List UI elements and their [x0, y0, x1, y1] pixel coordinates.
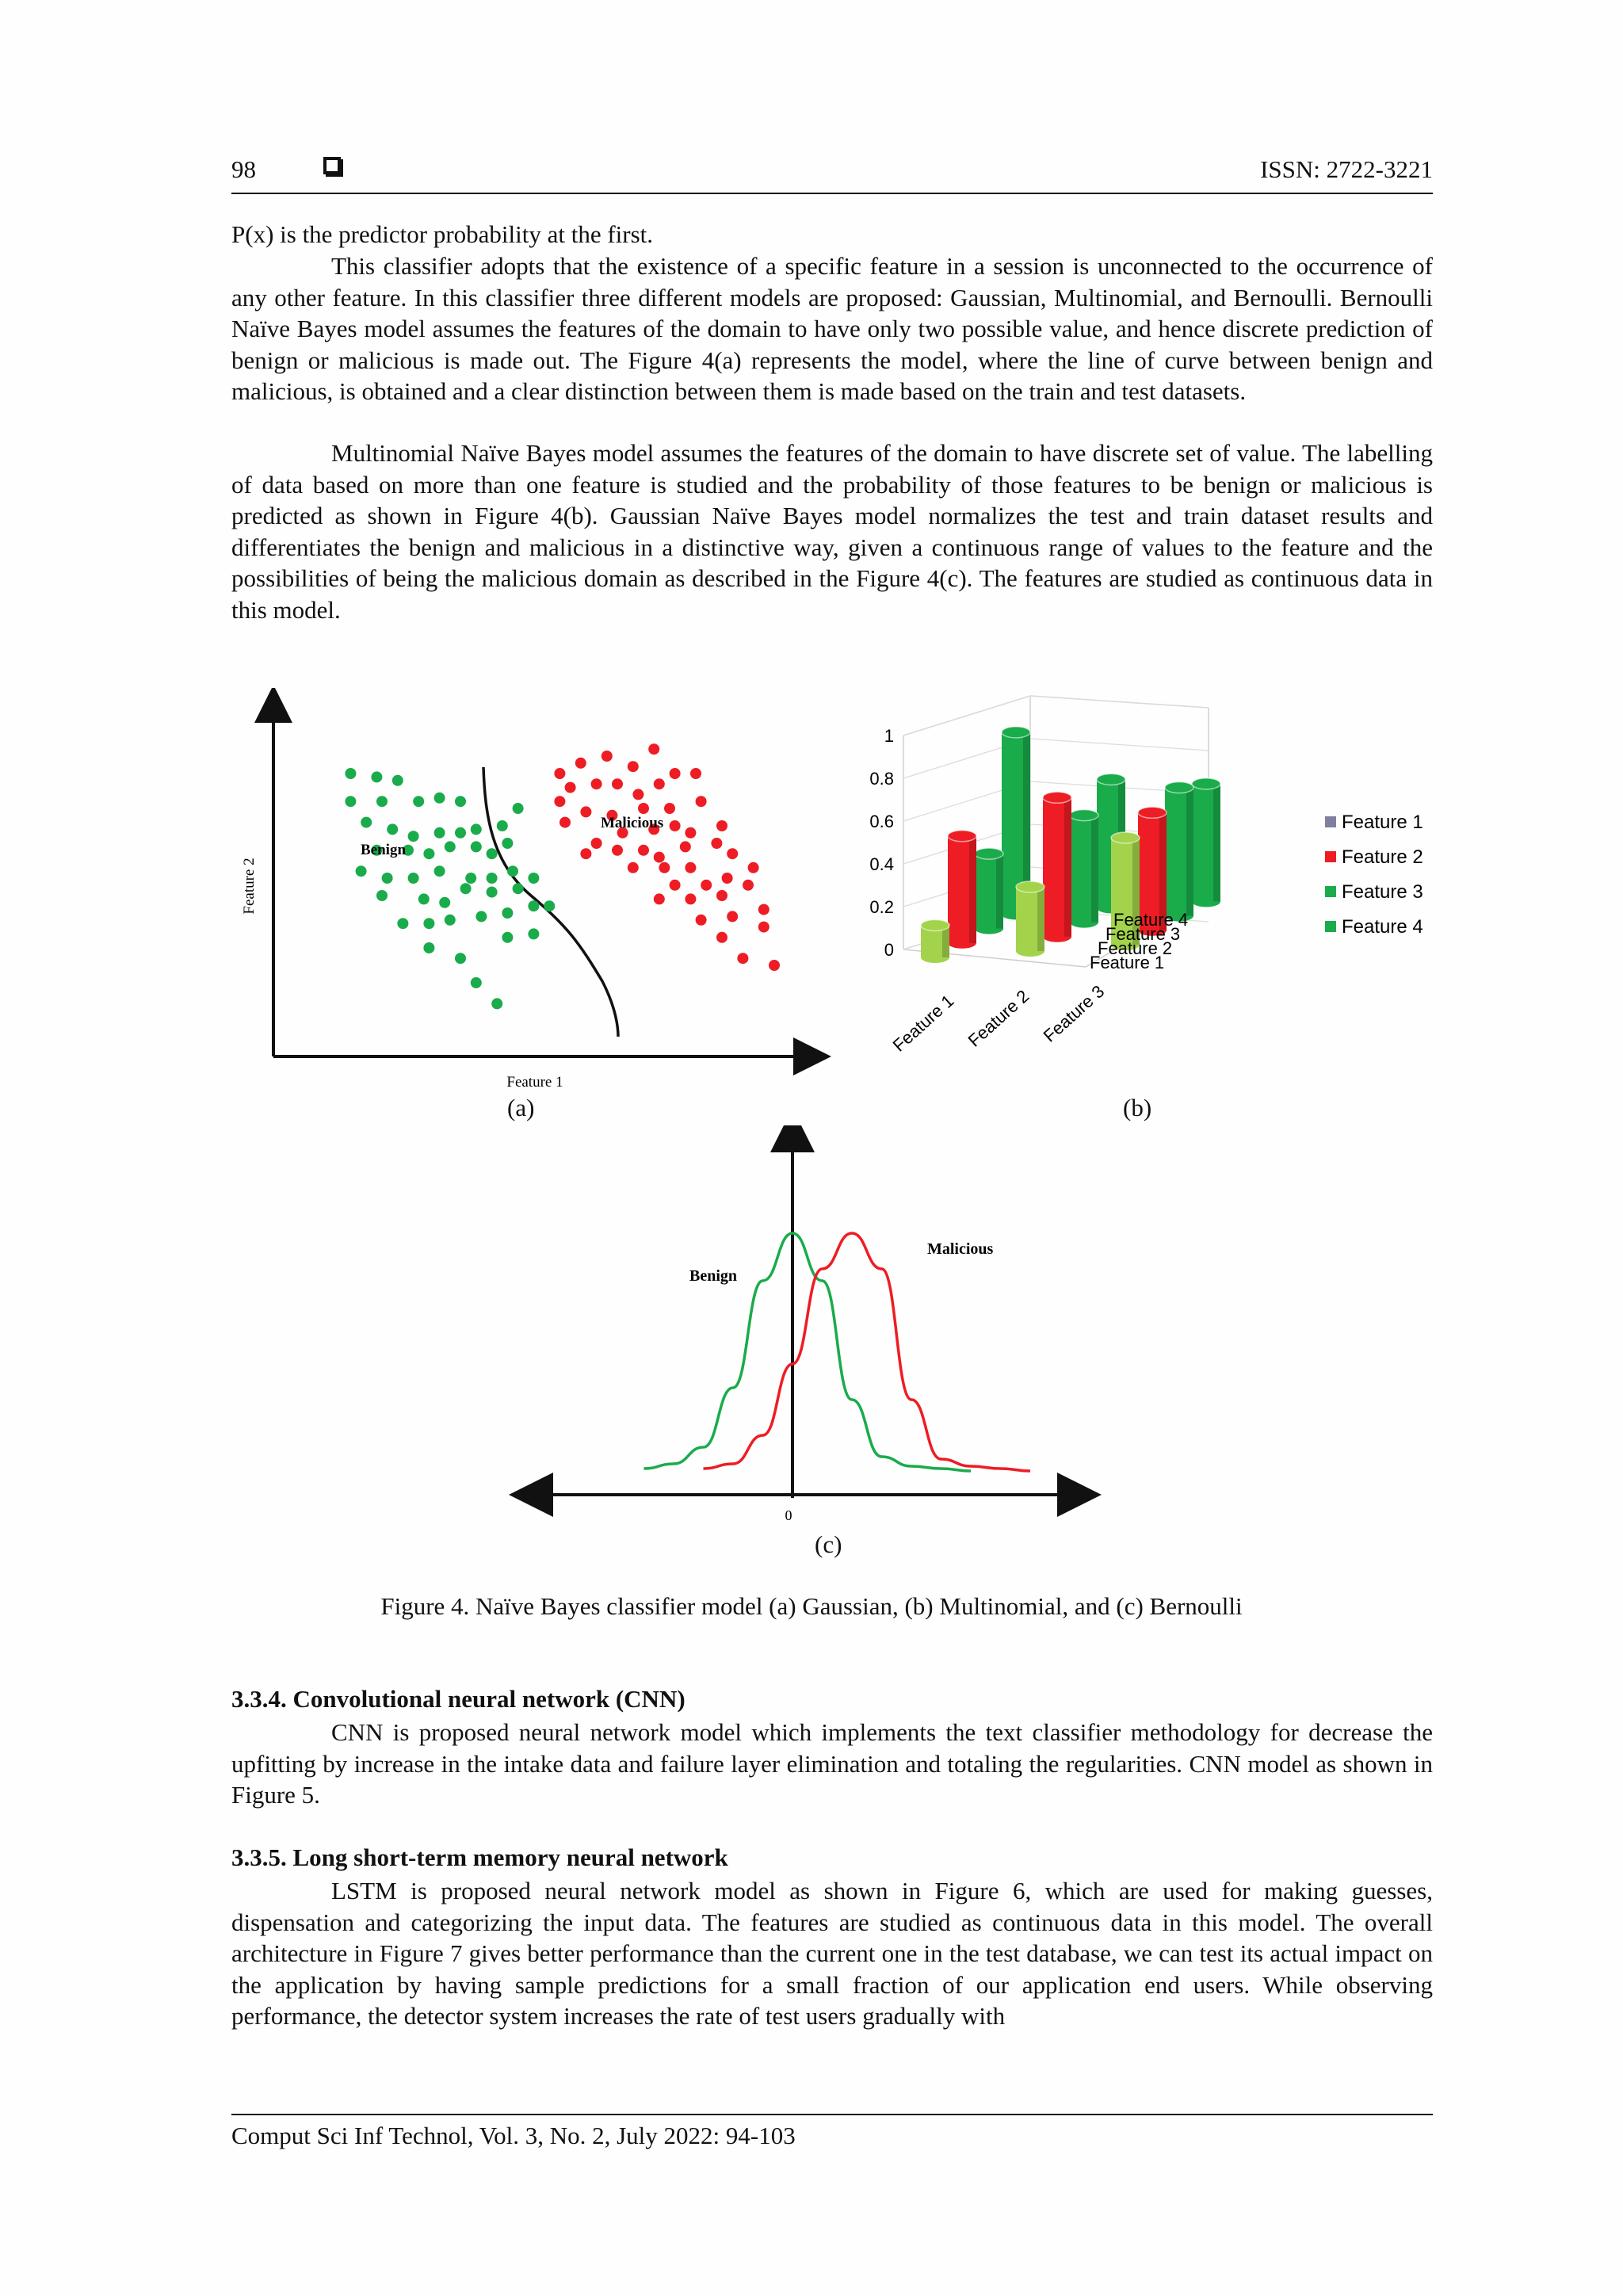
- figure-caption: Figure 4. Naïve Bayes classifier model (a) Gaussian, (b) Multinomial, and (c) Bernoulli: [380, 1592, 1243, 1620]
- y-tick-label: 0.2: [869, 897, 894, 917]
- paragraph-3: Multinomial Naïve Bayes model assumes the features of the domain to have discrete set of value. The labelling of data based on more than one feature is studied and the probability of those features to be benign or malicious is predicted as shown in Figure 4(b). Gaussian Naïve Bayes model normalizes the test and train dataset results and differentiates the benign and malicious in a distinctive way, given a continuous range of values to the feature and the possibilities of being the malicious domain as described in the Figure 4(c). The features are studied as continuous data in this model.: [231, 439, 1433, 624]
- malicious-point: [680, 841, 691, 852]
- section-heading-3-3-5: 3.3.5. Long short-term memory neural network: [231, 1843, 728, 1871]
- malicious-point: [659, 862, 670, 873]
- benign-point: [475, 911, 487, 922]
- malicious-label: Malicious: [601, 815, 664, 831]
- x-origin-tick: 0: [785, 1507, 792, 1523]
- malicious-point: [565, 782, 576, 793]
- benign-point: [397, 918, 408, 929]
- y-tick-label: 0: [884, 940, 894, 960]
- benign-point: [491, 998, 502, 1009]
- figure-4b-3d-bar: [856, 688, 1442, 1076]
- malicious-point: [554, 796, 565, 807]
- page-number: 98: [231, 155, 256, 183]
- figure-4a-scatter: [230, 688, 832, 1100]
- benign-point: [434, 865, 445, 877]
- bar-feature-3: [1070, 810, 1098, 928]
- benign-point: [445, 915, 456, 926]
- malicious-point: [690, 768, 701, 779]
- figure-label-c: (c): [815, 1530, 842, 1558]
- malicious-point: [554, 768, 565, 779]
- y-tick-label: 0.8: [869, 769, 894, 789]
- benign-point: [345, 796, 356, 807]
- malicious-point: [648, 743, 659, 755]
- benign-point: [528, 873, 539, 884]
- malicious-point: [580, 848, 591, 859]
- benign-point: [544, 900, 555, 911]
- benign-point: [502, 838, 513, 849]
- malicious-point: [591, 778, 602, 789]
- malicious-point: [601, 751, 613, 762]
- benign-point: [465, 873, 476, 884]
- paragraph-5: LSTM is proposed neural network model as shown in Figure 6, which are used for making guesses, dispensation and categorizing the input data. The features are studied as continuous data in this model. The overall architecture in Figure 7 gives better performance than the current one in the test database, we can test its actual impact on the application by having sample predictions for a small fraction of our application end users. While observing performance, the detector system increases the rate of test users gradually with: [231, 1877, 1433, 2030]
- benign-point: [502, 932, 513, 943]
- benign-point: [387, 823, 398, 835]
- malicious-point: [727, 848, 738, 859]
- malicious-point: [654, 893, 665, 904]
- malicious-point: [727, 911, 738, 922]
- benign-point: [376, 890, 388, 901]
- malicious-point: [654, 778, 665, 789]
- malicious-point: [628, 862, 639, 873]
- benign-point: [434, 793, 445, 804]
- benign-point: [408, 831, 419, 842]
- malicious-point: [737, 953, 748, 964]
- malicious-point: [685, 893, 696, 904]
- malicious-point: [638, 845, 649, 856]
- depth-axis-label: Feature 2: [1098, 938, 1173, 958]
- benign-point: [487, 848, 498, 859]
- benign-point: [439, 897, 450, 908]
- malicious-point: [664, 803, 675, 814]
- benign-point: [513, 883, 524, 894]
- malicious-point: [638, 803, 649, 814]
- benign-point: [371, 771, 382, 782]
- benign-point: [408, 873, 419, 884]
- benign-label: Benign: [361, 842, 407, 858]
- depth-axis-label: Feature 1: [1090, 953, 1165, 972]
- benign-label: Benign: [689, 1267, 738, 1285]
- paragraph-2: This classifier adopts that the existence of a specific feature in a session is unconnected to the occurrence of any other feature. In this classifier three different models are proposed: Gaussian, Multinomial, and Bernoulli. Bernoulli Naïve Bayes model assumes the features of the domain to have only two possible value, and hence discrete prediction of benign or malicious is made out. The Figure 4(a) represents the model, where the line of curve between benign and malicious, is obtained and a clear distinction between them is made based on the train and test datasets.: [231, 252, 1433, 405]
- bar-feature-3: [975, 848, 1003, 934]
- figure-label-b: (b): [1123, 1094, 1152, 1121]
- benign-point: [376, 796, 388, 807]
- svg-text:Feature 2: Feature 2: [1342, 846, 1423, 868]
- benign-point: [455, 827, 466, 839]
- bar-feature-4: [1192, 778, 1220, 907]
- malicious-point: [748, 862, 759, 873]
- malicious-point: [670, 820, 681, 831]
- benign-point: [455, 796, 466, 807]
- malicious-label: Malicious: [927, 1240, 994, 1258]
- benign-point: [513, 803, 524, 814]
- svg-text:Feature 3: Feature 3: [1342, 881, 1423, 903]
- benign-point: [418, 893, 430, 904]
- benign-point: [413, 796, 424, 807]
- depth-axis-label: Feature 3: [1106, 924, 1181, 944]
- issn: ISSN: 2722-3221: [1260, 155, 1433, 183]
- x-category-label: Feature 1: [888, 991, 958, 1056]
- benign-point: [361, 817, 372, 828]
- malicious-point: [716, 820, 727, 831]
- malicious-point: [580, 806, 591, 817]
- svg-text:Feature 4: Feature 4: [1342, 916, 1423, 938]
- figure-label-a: (a): [507, 1094, 535, 1121]
- malicious-point: [758, 922, 769, 933]
- malicious-point: [716, 890, 727, 901]
- malicious-point: [758, 904, 769, 915]
- malicious-point: [612, 778, 623, 789]
- bar-feature-2: [948, 831, 976, 949]
- malicious-point: [711, 838, 722, 849]
- benign-point: [502, 907, 513, 919]
- bar-feature-1: [1016, 881, 1044, 957]
- malicious-point: [670, 768, 681, 779]
- benign-point: [356, 865, 367, 877]
- benign-point: [460, 883, 472, 894]
- malicious-point: [769, 960, 780, 971]
- benign-point: [471, 823, 482, 835]
- footer-citation: Comput Sci Inf Technol, Vol. 3, No. 2, July 2022: 94-103: [231, 2122, 796, 2149]
- grid-line: [1030, 739, 1209, 751]
- svg-text:Feature 1: Feature 1: [1342, 812, 1423, 833]
- malicious-point: [591, 838, 602, 849]
- malicious-point: [685, 827, 696, 839]
- figure-4c-curves: [507, 1125, 1157, 1538]
- malicious-point: [575, 758, 586, 769]
- square-icon: [323, 157, 341, 174]
- y-tick-label: 0.4: [869, 854, 894, 874]
- malicious-point: [559, 817, 571, 828]
- benign-point: [445, 841, 456, 852]
- x-axis-label: Feature 1: [506, 1074, 563, 1091]
- paragraph-4: CNN is proposed neural network model which implements the text classifier methodology for decrease the upfitting by increase in the intake data and failure layer elimination and totaling the regularities. CNN model as shown in Figure 5.: [231, 1718, 1433, 1809]
- benign-point: [423, 848, 434, 859]
- malicious-point: [685, 862, 696, 873]
- benign-point: [345, 768, 356, 779]
- benign-point: [528, 900, 539, 911]
- section-heading-3-3-4: 3.3.4. Convolutional neural network (CNN): [231, 1685, 685, 1713]
- malicious-point: [628, 761, 639, 772]
- malicious-point: [654, 852, 665, 863]
- paragraph-1: P(x) is the predictor probability at the first.: [231, 220, 654, 248]
- x-category-label: Feature 3: [1039, 981, 1109, 1046]
- malicious-curve: [704, 1233, 1031, 1471]
- y-axis-label: Feature 2: [241, 858, 258, 915]
- legend-item: [1325, 881, 1423, 903]
- legend-item: [1325, 812, 1423, 833]
- malicious-point: [722, 873, 733, 884]
- bar-feature-3: [1165, 782, 1193, 922]
- y-tick-label: 1: [884, 726, 894, 746]
- bar-feature-1: [921, 920, 949, 964]
- bar-feature-2: [1043, 792, 1071, 942]
- benign-point: [471, 977, 482, 988]
- benign-point: [455, 953, 466, 964]
- malicious-point: [701, 880, 712, 891]
- y-tick-label: 0.6: [869, 812, 894, 831]
- legend-item: [1325, 846, 1423, 868]
- malicious-point: [632, 789, 643, 800]
- benign-point: [423, 942, 434, 953]
- malicious-point: [612, 845, 623, 856]
- x-category-label: Feature 2: [964, 986, 1033, 1051]
- malicious-point: [670, 880, 681, 891]
- benign-point: [382, 873, 393, 884]
- benign-point: [487, 887, 498, 898]
- benign-point: [507, 865, 518, 877]
- grid-line: [1030, 696, 1209, 708]
- footer-rule: [231, 2114, 1433, 2115]
- benign-point: [392, 775, 403, 786]
- malicious-point: [696, 915, 707, 926]
- benign-point: [423, 918, 434, 929]
- malicious-point: [743, 880, 754, 891]
- header-rule: [231, 193, 1433, 194]
- benign-point: [497, 820, 508, 831]
- benign-point: [471, 841, 482, 852]
- depth-axis-label: Feature 4: [1113, 910, 1189, 930]
- benign-point: [434, 827, 445, 839]
- legend-item: [1325, 916, 1423, 938]
- malicious-point: [716, 932, 727, 943]
- benign-point: [487, 873, 498, 884]
- benign-point: [528, 928, 539, 939]
- malicious-point: [696, 796, 707, 807]
